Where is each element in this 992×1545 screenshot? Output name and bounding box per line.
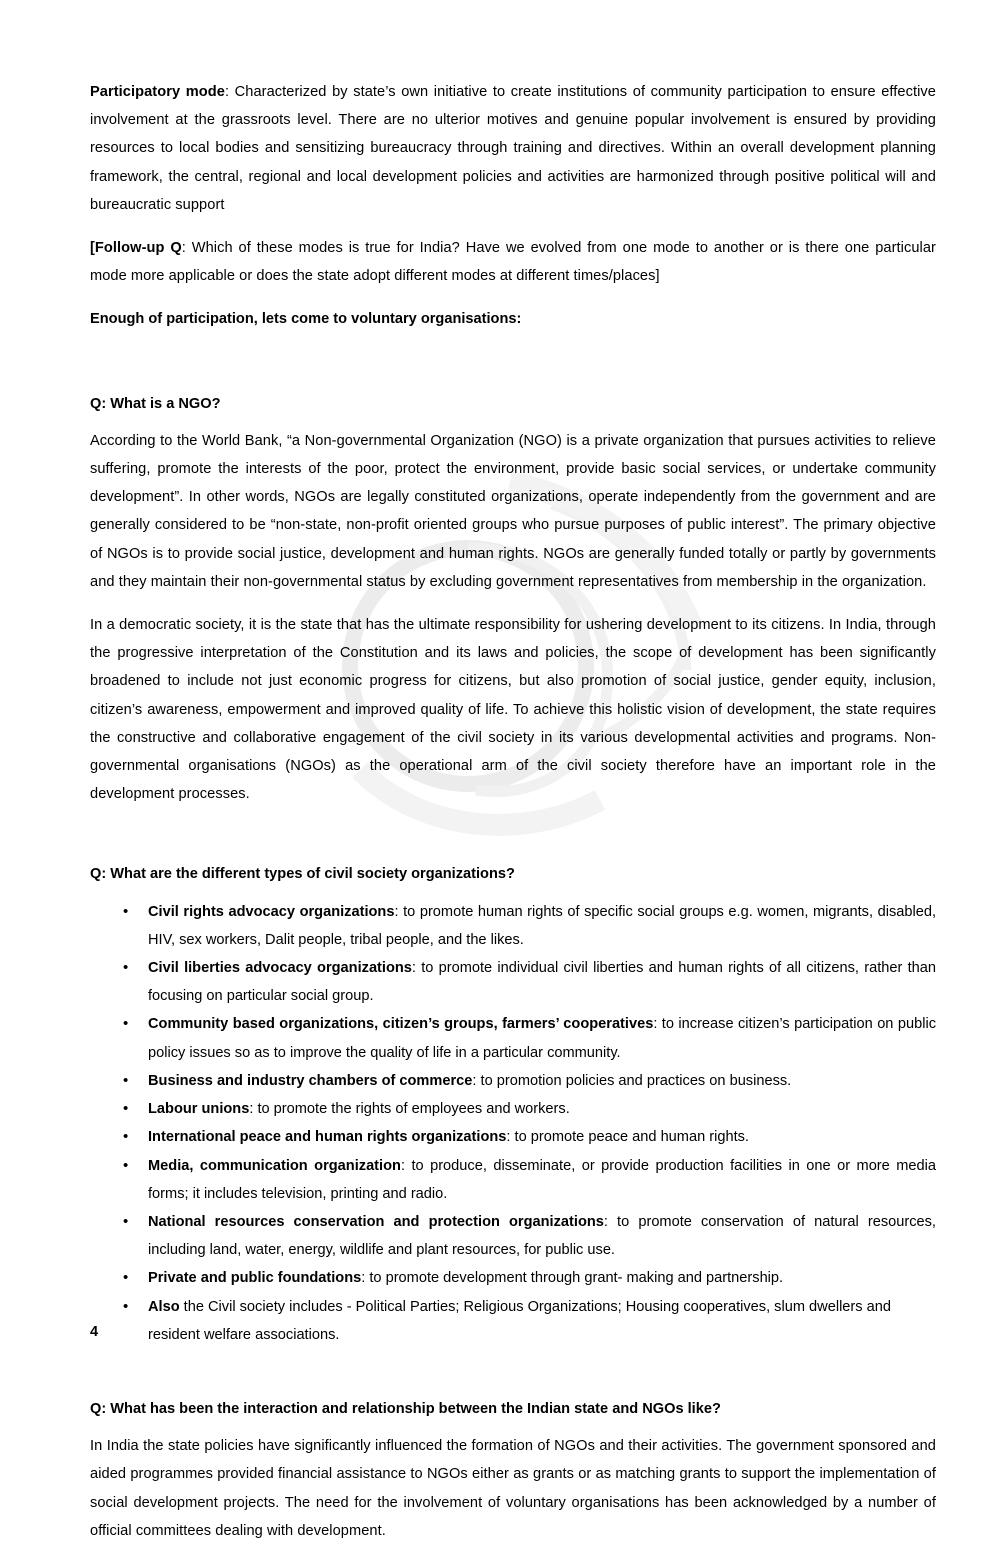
list-item <box>90 954 936 1010</box>
list-item-body-text: : to produce, disseminate, or provide production facilities in one or more media forms; it includes television, printing and radio. <box>148 1157 936 1202</box>
paragraph-body-text: : Characterized by state’s own initiative to create institutions of community participation to ensure effective involvement at the grassroots level. There are no ulterior motives and genuine popular involvement is ensured by providing resources to local bodies and sensitizing bureaucracy through training and directives. Within an overall development planning framework, the central, regional and local development policies and activities are harmonized through positive political will and bureaucratic support <box>90 84 936 213</box>
list-item-lead-label: Private and public foundations <box>148 1270 362 1287</box>
list-item <box>90 1010 936 1066</box>
spacer <box>90 296 935 305</box>
question-heading-what-is-a-ngo: Q: What is a NGO? <box>90 395 221 412</box>
list-item-lead-label: Also <box>148 1298 180 1315</box>
list-item-lead-label: Labour unions <box>148 1101 250 1118</box>
question-heading-state-ngo-interaction: Q: What has been the interaction and relationship between the Indian state and NGOs like? <box>90 1400 721 1417</box>
paragraph-state-policies: In India the state policies have significantly influenced the formation of NGOs and their activities. The government sponsored and aided programmes provided financial assistance to NGOs either as grants or as matching grants to support the implementation of social development projects. The need for the involvement of voluntary organisations has been acknowledged by a number of official committees dealing with development. <box>90 1438 936 1539</box>
list-item-lead-label: Media, communication organization <box>148 1157 401 1174</box>
spacer <box>90 418 935 427</box>
civil-society-organization-list <box>90 898 936 1349</box>
list-item <box>90 1067 936 1095</box>
question-heading-types-of-civil-society-organizations: Q: What are the different types of civil society organizations? <box>90 866 515 883</box>
paragraph-lead-label: Participatory mode <box>90 84 225 100</box>
list-item <box>90 1264 936 1292</box>
paragraph-democratic-society: In a democratic society, it is the state that has the ultimate responsibility for ushering development to its citizens. In India, through the progressive interpretation of the Constitution and its laws and policies, the scope of development has been significantly broadened to include not just economic progress for citizens, but also promotion of social justice, gender equity, inclusion, citizen’s awareness, empowerment and improved quality of life. To achieve this holistic vision of development, the state requires the constructive and collaborative engagement of the civil society in its various developmental activities and programs. Non-governmental organisations (NGOs) as the operational arm of the civil society therefore have an important role in the development processes. <box>90 617 936 803</box>
spacer <box>90 602 935 611</box>
list-item-body-text: : to promote conservation of natural resources, including land, water, energy, wildlife and plant resources, for public use. <box>148 1213 936 1259</box>
spacer <box>90 1349 935 1395</box>
list-item-lead-label: Business and industry chambers of commerce <box>148 1072 473 1089</box>
list-item-lead-label: International peace and human rights organizations <box>148 1129 507 1146</box>
list-item-body-text: : to promote the rights of employees and workers. <box>249 1101 570 1118</box>
paragraph-ngo-definition: According to the World Bank, “a Non-governmental Organization (NGO) is a private organization that pursues activities to relieve suffering, promote the interests of the poor, protect the environment, provide basic social services, or undertake community development”. In other words, NGOs are legally constituted organizations, operate independently from the government and are generally considered to be “non-state, non-profit oriented groups who pursue purposes of public interest”. The primary objective of NGOs is to provide social justice, development and human rights. NGOs are generally funded totally or partly by governments and they maintain their non-governmental status by excluding government representatives from membership in the organization. <box>90 432 936 590</box>
spacer <box>90 814 935 860</box>
list-item-body-text: : to promotion policies and practices on business. <box>472 1072 792 1089</box>
list-item <box>90 1095 936 1123</box>
paragraph-body-text: : Which of these modes is true for India? Have we evolved from one mode to another or is there one particular mode more applicable or does the state adopt different modes at different times/places] <box>90 240 936 285</box>
spacer <box>90 334 935 390</box>
list-item-body-text: : to promote peace and human rights. <box>506 1129 749 1146</box>
list-item <box>90 1293 936 1349</box>
list-item-body-text: : to promote individual civil liberties and human rights of all citizens, rather than focusing on particular social group. <box>148 960 936 1005</box>
list-item <box>90 1123 936 1151</box>
page-number: 4 <box>90 1324 99 1340</box>
spacer <box>90 1423 935 1432</box>
list-item-body-text: : to increase citizen’s participation on public policy issues so as to improve the quality of life in a particular community. <box>148 1016 936 1061</box>
transition-heading: Enough of participation, lets come to voluntary organisations: <box>90 311 522 328</box>
spacer <box>90 889 935 898</box>
list-item-body-text: : to promote development through grant- making and partnership. <box>361 1270 784 1287</box>
list-item-lead-label: Community based organizations, citizen’s groups, farmers’ cooperatives <box>148 1016 654 1033</box>
list-item-lead-label: Civil rights advocacy organizations <box>148 903 395 920</box>
paragraph-lead-label: [Follow-up Q <box>90 240 182 257</box>
list-item <box>90 898 936 954</box>
paragraph-participatory-mode <box>90 78 936 219</box>
list-item-body-text: the Civil society includes - Political Parties; Religious Organizations; Housing cooperatives, slum dwellers and resident welfare associations. <box>148 1298 891 1343</box>
list-item-lead-label: National resources conservation and protection organizations <box>148 1213 604 1230</box>
list-item <box>90 1208 936 1264</box>
spacer <box>90 225 935 234</box>
list-item-body-text: : to promote human rights of specific social groups e.g. women, migrants, disabled, HIV, sex workers, Dalit people, tribal people, and the likes. <box>148 903 936 948</box>
paragraph-follow-up-question <box>90 234 936 290</box>
list-item-lead-label: Civil liberties advocacy organizations <box>148 960 412 977</box>
list-item <box>90 1152 936 1208</box>
